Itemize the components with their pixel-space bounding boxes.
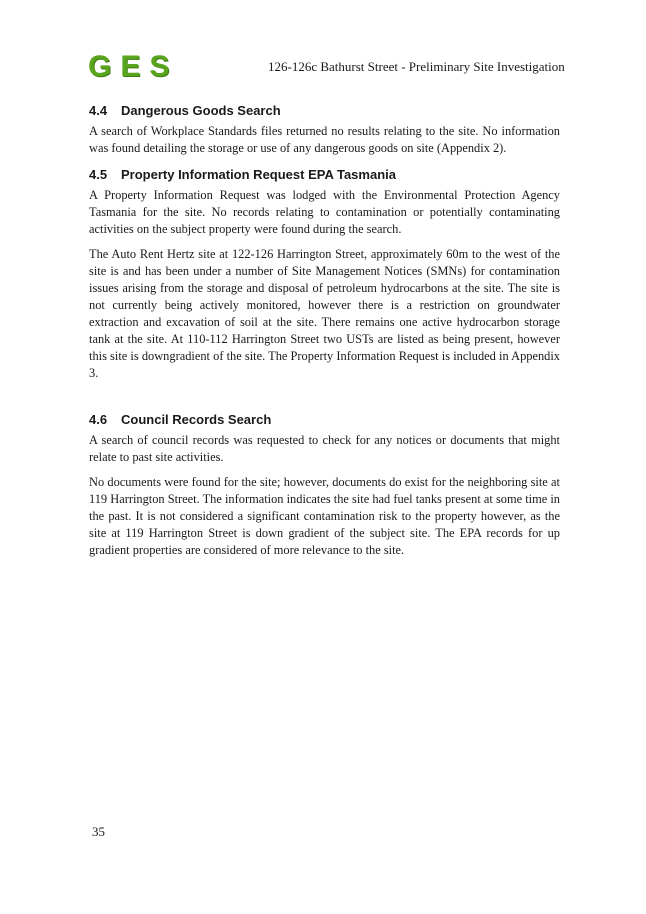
- page-number: 35: [92, 824, 105, 839]
- paragraph: A search of Workplace Standards files returned no results relating to the site. No information was found detailing the storage or use of any dangerous goods on site (Appendix 2).: [89, 124, 560, 155]
- section-number: 4.4: [89, 103, 108, 118]
- company-logo: GES: [88, 50, 179, 83]
- section-spacer: [89, 392, 560, 412]
- paragraph: A Property Information Request was lodged with the Environmental Protection Agency Tasmania for the site. No records relating to contamination or potentially contaminating activities on the subject property were found during the search.: [89, 188, 560, 236]
- paragraph: No documents were found for the site; however, documents do exist for the neighboring site at 119 Harrington Street. The information indicates the site had fuel tanks present at some time in the past. It is not considered a significant contamination risk to the property however, as the site at 119 Harrington Street is down gradient of the subject site. The EPA records for up gradient properties are considered of more relevance to the site.: [89, 475, 560, 557]
- section-number: 4.6: [89, 412, 108, 427]
- section-heading: [89, 167, 560, 183]
- section-heading: [89, 412, 560, 428]
- section-number: 4.5: [89, 167, 108, 182]
- section-property-information-request: [89, 167, 560, 382]
- paragraph: A search of council records was requested to check for any notices or documents that might relate to past site activities.: [89, 433, 560, 464]
- section-title: Council Records Search: [121, 412, 272, 427]
- section-title: Property Information Request EPA Tasmania: [121, 167, 396, 182]
- section-dangerous-goods: [89, 103, 560, 157]
- section-title: Dangerous Goods Search: [121, 103, 281, 118]
- section-council-records: [89, 412, 560, 559]
- paragraph: The Auto Rent Hertz site at 122-126 Harrington Street, approximately 60m to the west of the site is and has been under a number of Site Management Notices (SMNs) for contamination issues arising from the storage and disposal of petroleum hydrocarbons at the site. The site is not currently being actively monitored, however there is a restriction on groundwater extraction and excavation of soil at the site. There remains one active hydrocarbon storage tank at the site. At 110-112 Harrington Street two USTs are listed as being present, however this site is downgradient of the site. The Property Information Request is included in Appendix 3.: [89, 247, 560, 380]
- main-content: [89, 103, 560, 569]
- section-heading: [89, 103, 560, 119]
- document-title: 126-126c Bathurst Street - Preliminary Site Investigation: [268, 59, 565, 74]
